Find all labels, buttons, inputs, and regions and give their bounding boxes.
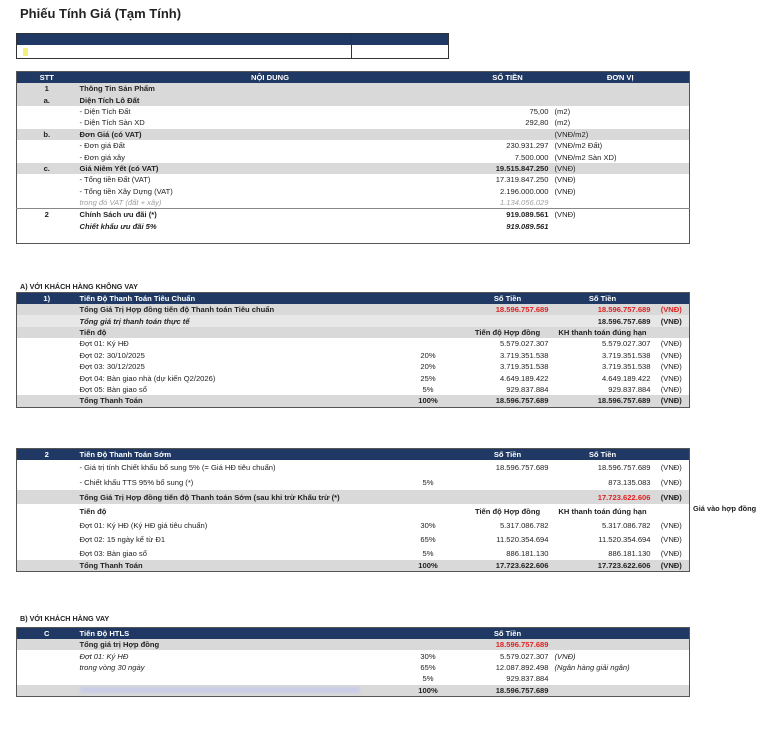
early-row3-unit: (VNĐ) <box>654 490 690 504</box>
std-col-amount2: Số Tiền <box>552 293 654 305</box>
progress-v2: 886.181.130 <box>608 548 651 558</box>
row-amount: 7.500.000 <box>514 152 549 162</box>
std-progress-col1: Tiến độ Hợp đồng <box>464 327 552 338</box>
early-progress-label: Tiến độ <box>79 506 107 516</box>
std-actual-label: Tổng giá trị thanh toán thực tế <box>77 315 464 326</box>
progress-unit: (VNĐ) <box>660 339 682 349</box>
page-title: Phiếu Tính Giá (Tạm Tính) <box>20 6 182 21</box>
early-progress-col1: Tiến độ Hợp đồng <box>474 506 541 516</box>
progress-v1: 5.317.086.782 <box>499 520 549 530</box>
progress-row <box>17 546 690 560</box>
row-stt <box>17 221 77 232</box>
progress-unit: (VNĐ) <box>660 350 682 360</box>
progress-unit: (VNĐ) <box>660 362 682 372</box>
row-stt <box>17 186 77 197</box>
progress-row <box>17 384 690 395</box>
loan-progress-label <box>77 673 393 684</box>
std-header: Tiến Độ Thanh Toán Tiêu Chuẩn <box>77 293 464 305</box>
standard-payment-table <box>16 292 690 408</box>
loan-total-contract-label: Tổng giá trị Hợp đồng <box>77 639 464 650</box>
early-row2-label: - Chiết khấu TTS 95% bổ sung (*) <box>79 478 194 487</box>
early-row3-amount2: 17.723.622.606 <box>552 490 654 504</box>
progress-unit: (VNĐ) <box>660 384 682 394</box>
progress-label: Đợt 01: Ký HĐ <box>79 339 129 349</box>
progress-unit: (VNĐ) <box>660 534 682 544</box>
loan-total-pct: 100% <box>393 685 464 697</box>
std-progress-label: Tiến độ <box>77 327 464 338</box>
loan-progress-extra: (Ngân hàng giải ngân) <box>554 662 630 672</box>
customer-info-header-band <box>17 34 448 45</box>
col-unit: ĐƠN VỊ <box>552 72 690 84</box>
early-row2-unit: (VNĐ) <box>660 478 682 487</box>
progress-label: Đợt 02: 15 ngày kể từ Đ1 <box>79 534 166 544</box>
product-info-row <box>17 94 690 105</box>
progress-v1: 11.520.354.694 <box>496 534 549 544</box>
early-payment-table <box>16 448 690 572</box>
loan-progress-pct: 65% <box>420 662 436 672</box>
row-content: Chiết khấu ưu đãi 5% <box>79 221 157 231</box>
row-amount: 919.089.561 <box>464 209 552 221</box>
row-stt: 1 <box>17 83 77 94</box>
product-info-row <box>17 117 690 128</box>
col-content: NỘI DUNG <box>77 72 464 84</box>
progress-row <box>17 372 690 383</box>
std-col-amount: Số Tiền <box>464 293 552 305</box>
progress-v2: 3.719.351.538 <box>601 350 651 360</box>
progress-row <box>17 361 690 372</box>
row-stt <box>17 151 77 162</box>
row-stt <box>17 174 77 185</box>
loan-progress-v1: 12.087.892.498 <box>495 662 549 672</box>
row-content: - Đơn giá xây <box>79 152 125 162</box>
row-stt <box>17 197 77 209</box>
loan-progress-extra: (VNĐ) <box>554 651 576 661</box>
early-total-v1: 17.723.622.606 <box>464 560 552 572</box>
row-amount: 1.134.056.029 <box>499 198 549 208</box>
product-info-row <box>17 221 690 232</box>
progress-v1: 3.719.351.538 <box>499 362 549 372</box>
std-total-v1: 18.596.757.689 <box>464 395 552 407</box>
col-stt: STT <box>17 72 77 84</box>
progress-row <box>17 350 690 361</box>
row-stt: c. <box>17 163 77 174</box>
std-total-contract-label: Tổng Giá Trị Hợp đồng tiến độ Thanh toán Tiêu chuẩn <box>77 304 464 315</box>
row-stt <box>17 117 77 128</box>
progress-v2: 929.837.884 <box>608 384 651 394</box>
loan-progress-row <box>17 673 690 684</box>
row-stt <box>17 106 77 117</box>
row-stt: b. <box>17 129 77 140</box>
highlight-mark <box>23 48 28 56</box>
loan-progress-v1: 5.579.027.307 <box>499 651 549 661</box>
row-amount <box>464 129 552 140</box>
loan-progress-label: trong vòng 30 ngày <box>79 662 145 672</box>
col-amount: SỐ TIỀN <box>464 72 552 84</box>
progress-label: Đợt 04: Bàn giao nhà (dự kiến Q2/2026) <box>79 373 216 383</box>
loan-payment-table <box>16 627 690 697</box>
progress-label: Đợt 02: 30/10/2025 <box>79 350 145 360</box>
row-unit: (VNĐ/m2 Sàn XD) <box>554 152 617 162</box>
progress-v1: 3.719.351.538 <box>499 350 549 360</box>
row-content: Giá Niêm Yết (có VAT) <box>77 163 464 174</box>
early-row2-amount2: 873.135.083 <box>608 478 651 487</box>
row-amount: 919.089.561 <box>506 221 549 231</box>
row-content: - Diện Tích Sàn XD <box>79 118 145 128</box>
early-progress-col2: KH thanh toán đúng hạn <box>558 506 647 516</box>
customer-info-divider <box>351 34 352 58</box>
loan-progress-pct: 5% <box>422 674 434 684</box>
early-col-amount2: Số Tiền <box>552 449 654 461</box>
progress-unit: (VNĐ) <box>660 373 682 383</box>
row-content: trong đó VAT (đất + xây) <box>79 198 162 208</box>
row-content: Chính Sách ưu đãi (*) <box>77 209 464 221</box>
progress-pct: 5% <box>422 384 434 394</box>
row-unit: (VNĐ/m2) <box>552 129 690 140</box>
loan-progress-label: Đợt 01: Ký HĐ <box>79 651 129 661</box>
std-total-unit: (VNĐ) <box>654 395 690 407</box>
early-row1-label: - Giá trị tính Chiết khấu bổ sung 5% (= Giá HĐ tiêu chuẩn) <box>79 463 276 472</box>
early-total-v2: 17.723.622.606 <box>552 560 654 572</box>
product-info-row <box>17 83 690 94</box>
progress-v1: 886.181.130 <box>506 548 549 558</box>
loan-total-contract-amount: 18.596.757.689 <box>464 639 552 650</box>
row-content: Thông Tin Sản Phẩm <box>77 83 464 94</box>
early-col-amount: Số Tiền <box>464 449 552 461</box>
obscured-text <box>80 687 360 693</box>
progress-unit: (VNĐ) <box>660 520 682 530</box>
early-row1-amount2: 18.596.757.689 <box>597 463 651 472</box>
progress-pct: 5% <box>422 548 434 558</box>
row-unit: (VNĐ) <box>554 175 576 185</box>
row-unit <box>552 83 690 94</box>
row-unit <box>552 221 690 232</box>
std-total-contract-amount2: 18.596.757.689 <box>552 304 654 315</box>
product-info-row <box>17 151 690 162</box>
progress-v1: 5.579.027.307 <box>499 339 549 349</box>
early-total-pct: 100% <box>393 560 464 572</box>
loan-total-v1: 18.596.757.689 <box>464 685 552 697</box>
progress-pct: 25% <box>420 373 436 383</box>
loan-progress-pct: 30% <box>420 651 436 661</box>
row-amount: 75,00 <box>529 106 549 116</box>
progress-v2: 3.719.351.538 <box>601 362 651 372</box>
row-content: - Tổng tiền Xây Dựng (VAT) <box>79 186 173 196</box>
product-info-row <box>17 174 690 185</box>
early-total-unit: (VNĐ) <box>654 560 690 572</box>
loan-progress-row <box>17 662 690 673</box>
std-total-v2: 18.596.757.689 <box>552 395 654 407</box>
early-row2-pct: 5% <box>422 478 434 487</box>
product-info-row <box>17 140 690 151</box>
early-row1-unit: (VNĐ) <box>660 463 682 472</box>
customer-info-box <box>16 33 449 59</box>
product-info-table <box>16 71 690 244</box>
progress-v2: 11.520.354.694 <box>598 534 651 544</box>
row-amount: 19.515.847.250 <box>464 163 552 174</box>
early-header: Tiến Độ Thanh Toán Sớm <box>77 449 464 461</box>
progress-label: Đợt 05: Bàn giao sổ <box>79 384 147 394</box>
row-stt: a. <box>17 94 77 105</box>
row-content: - Diện Tích Đất <box>79 106 131 116</box>
progress-label: Đợt 01: Ký HĐ (Ký HĐ giá tiêu chuẩn) <box>79 520 208 530</box>
std-actual-unit: (VNĐ) <box>654 315 690 326</box>
std-total-contract-amount: 18.596.757.689 <box>464 304 552 315</box>
progress-pct: 30% <box>420 520 436 530</box>
std-total-pct: 100% <box>393 395 464 407</box>
progress-v2: 4.649.189.422 <box>601 373 651 383</box>
progress-v2: 5.317.086.782 <box>601 520 651 530</box>
std-actual-amount: 18.596.757.689 <box>552 315 654 326</box>
product-info-row <box>17 106 690 117</box>
row-unit: (VNĐ) <box>552 209 690 221</box>
loan-progress-v1: 929.837.884 <box>506 674 549 684</box>
contract-price-note: Giá vào hợp đồng <box>693 504 757 513</box>
loan-col-amount: Số Tiền <box>464 628 552 640</box>
section-b-label: B) VỚI KHÁCH HÀNG VAY <box>20 614 110 623</box>
row-amount <box>464 83 552 94</box>
progress-pct <box>393 338 464 349</box>
product-info-blank-row <box>17 232 690 244</box>
progress-v1: 4.649.189.422 <box>499 373 549 383</box>
row-stt <box>17 140 77 151</box>
row-amount: 292,80 <box>525 118 549 128</box>
loan-stt: C <box>17 628 77 640</box>
row-amount <box>464 94 552 105</box>
early-total-label: Tổng Thanh Toán <box>77 560 393 572</box>
section-a-label: A) VỚI KHÁCH HÀNG KHÔNG VAY <box>20 282 138 291</box>
progress-unit: (VNĐ) <box>660 548 682 558</box>
progress-row <box>17 518 690 532</box>
row-unit: (m2) <box>554 106 571 116</box>
loan-progress-row <box>17 650 690 661</box>
row-stt: 2 <box>17 209 77 221</box>
row-amount: 2.196.000.000 <box>499 186 549 196</box>
row-content: Diện Tích Lô Đất <box>77 94 464 105</box>
loan-header: Tiến Độ HTLS <box>77 628 464 640</box>
product-info-row <box>17 163 690 174</box>
progress-label: Đợt 03: Bàn giao sổ <box>79 548 147 558</box>
progress-label: Đợt 03: 30/12/2025 <box>79 362 145 372</box>
early-stt: 2 <box>17 449 77 461</box>
progress-row <box>17 338 690 349</box>
row-amount: 230.931.297 <box>506 141 549 151</box>
row-unit: (VNĐ) <box>552 163 690 174</box>
progress-pct: 20% <box>420 350 436 360</box>
progress-v1: 929.837.884 <box>506 384 549 394</box>
row-content: - Đơn giá Đất <box>79 141 125 151</box>
early-row1-amount: 18.596.757.689 <box>495 463 549 472</box>
row-amount: 17.319.847.250 <box>495 175 549 185</box>
product-info-row <box>17 129 690 140</box>
row-unit <box>552 94 690 105</box>
row-unit <box>552 197 690 209</box>
row-unit: (VNĐ/m2 Đất) <box>554 141 603 151</box>
std-total-contract-unit: (VNĐ) <box>654 304 690 315</box>
row-content: Đơn Giá (có VAT) <box>77 129 464 140</box>
std-stt: 1) <box>17 293 77 305</box>
loan-progress-extra <box>552 673 690 684</box>
progress-v2: 5.579.027.307 <box>601 339 651 349</box>
product-info-row <box>17 186 690 197</box>
product-info-row <box>17 197 690 209</box>
progress-row <box>17 532 690 546</box>
product-info-header-row <box>17 72 690 84</box>
row-content: - Tổng tiền Đất (VAT) <box>79 175 151 185</box>
row-unit: (VNĐ) <box>554 186 576 196</box>
row-unit: (m2) <box>554 118 571 128</box>
product-info-row <box>17 209 690 221</box>
std-total-label: Tổng Thanh Toán <box>77 395 393 407</box>
progress-pct: 20% <box>420 362 436 372</box>
early-row3-label: Tổng Giá Trị Hợp đồng tiến độ Thanh toán Sớm (sau khi trừ Khấu trừ (*) <box>77 490 552 504</box>
std-progress-col2: KH thanh toán đúng hạn <box>552 327 654 338</box>
progress-pct: 65% <box>420 534 436 544</box>
